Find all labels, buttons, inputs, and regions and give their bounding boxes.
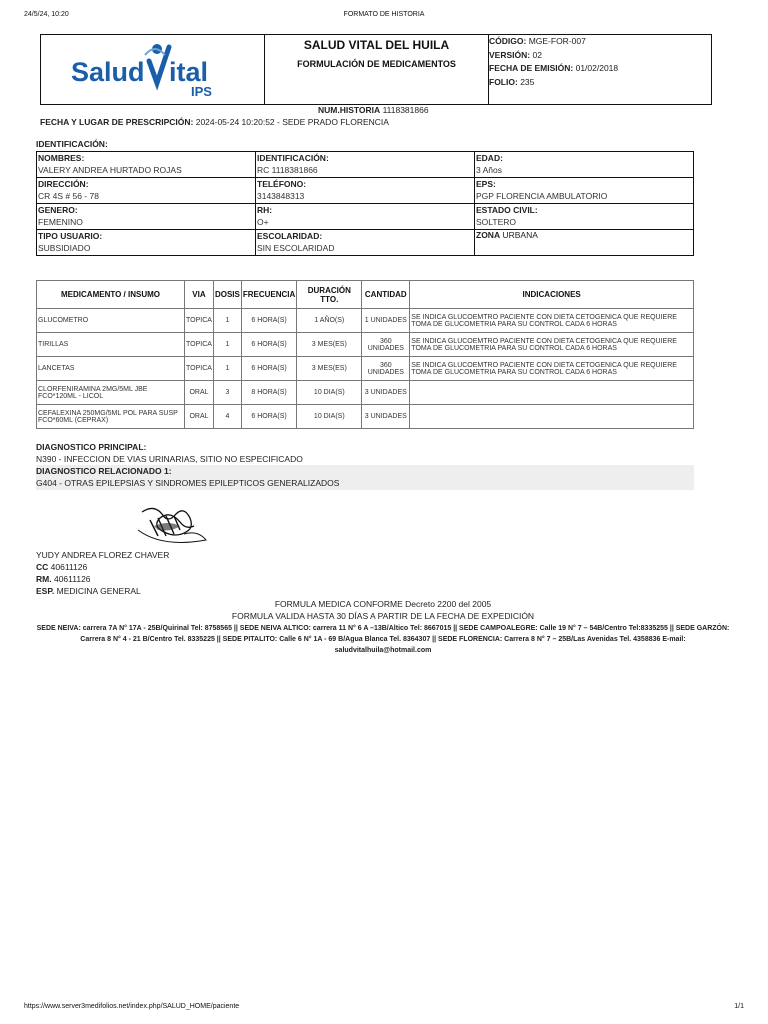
print-page: 1/1 — [734, 1003, 744, 1010]
diag-principal-label — [36, 441, 694, 453]
med-via: TOPICA — [185, 357, 214, 381]
cell-ident — [256, 152, 475, 178]
cell-nombres — [37, 152, 256, 178]
emision-label: FECHA DE EMISIÓN: — [489, 63, 574, 73]
med-dosis: 3 — [213, 381, 241, 405]
dir-label: DIRECCIÓN: — [38, 179, 89, 189]
civil-value: SOLTERO — [476, 217, 516, 227]
eps-label: EPS: — [476, 179, 496, 189]
med-ind: SE INDICA GLUCOEMTRO PACIENTE CON DIETA CETOGENICA QUE REQUIERE TOMA DE GLUCOMETRIA PARA SU CONTROL CADA 6 HORAS — [410, 309, 694, 333]
med-dosis: 4 — [213, 405, 241, 429]
ident-value: RC 1118381866 — [257, 165, 318, 175]
table-row — [37, 309, 694, 333]
col-indicaciones: INDICACIONES — [410, 281, 694, 309]
med-ind — [410, 381, 694, 405]
doctor-signature — [132, 500, 212, 552]
org-name: SALUD VITAL DEL HUILA — [303, 38, 450, 52]
col-via: VIA — [185, 281, 214, 309]
med-freq: 6 HORA(S) — [241, 357, 296, 381]
sedes-info: SEDE NEIVA: carrera 7A N° 17A - 25B/Quirinal Tel: 8758565 || SEDE NEIVA ALTICO: carrera 11 N° 6 A –13B/Altico Tel: 8667015 || SEDE CAMPOALEGRE: Calle 19 N° 7 – 54B/Centro Tel:8335255 || SEDE GARZÓN: Carrera 8 N° 4 - 21 B/Centro Tel. 8335225 || SEDE PITALITO: Calle 6 N° 1A - 69 B/Agua Blanca Tel. 8364307 || SEDE FLORENCIA: Carrera 8 N° 7 – 25B/Las Avenidas Tel. 4358836 E-mail: saludvitalhuila@hotmail.com — [36, 625, 730, 654]
doctor-info — [36, 549, 169, 597]
ident-label: IDENTIFICACIÓN: — [257, 153, 329, 163]
fecha-value: 2024-05-24 10:20:52 - SEDE PRADO FLORENCIA — [195, 117, 389, 127]
med-cant: 360 UNIDADES — [362, 333, 410, 357]
tel-value: 3143848313 — [257, 191, 305, 201]
med-ind: SE INDICA GLUCOEMTRO PACIENTE CON DIETA CETOGENICA QUE REQUIERE TOMA DE GLUCOMETRIA PARA SU CONTROL CADA 6 HORAS — [410, 357, 694, 381]
cell-dir — [37, 178, 256, 204]
col-medicamento: MEDICAMENTO / INSUMO — [37, 281, 185, 309]
cell-rh — [256, 204, 475, 230]
zona-label: ZONA — [476, 230, 501, 240]
med-dur: 1 AÑO(S) — [297, 309, 362, 333]
civil-label: ESTADO CIVIL: — [476, 205, 538, 215]
patient-table — [36, 151, 694, 256]
nombres-label: NOMBRES: — [38, 153, 85, 163]
cell-edad — [475, 152, 694, 178]
cell-escol — [256, 230, 475, 256]
svg-text:IPS: IPS — [191, 84, 212, 99]
edad-label: EDAD: — [476, 153, 503, 163]
eps-value: PGP FLORENCIA AMBULATORIO — [476, 191, 608, 201]
medications-table — [36, 280, 694, 429]
dir-value: CR 4S # 56 - 78 — [38, 191, 99, 201]
legal-footer — [36, 598, 730, 656]
med-cant: 3 UNIDADES — [362, 405, 410, 429]
med-dosis: 1 — [213, 309, 241, 333]
med-cant: 360 UNIDADES — [362, 357, 410, 381]
med-dur: 10 DIA(S) — [297, 381, 362, 405]
esp-value: MEDICINA GENERAL — [56, 586, 141, 596]
col-cantidad: CANTIDAD — [362, 281, 410, 309]
table-row — [37, 357, 694, 381]
print-url: https://www.server3medifolios.net/index.php/SALUD_HOME/paciente — [24, 1003, 240, 1010]
med-dosis: 1 — [213, 357, 241, 381]
salud-vital-logo — [69, 41, 219, 99]
logo-cell — [41, 35, 265, 104]
cell-eps — [475, 178, 694, 204]
doc-name: FORMULACIÓN DE MEDICAMENTOS — [297, 59, 456, 69]
med-name: LANCETAS — [37, 357, 185, 381]
cell-genero — [37, 204, 256, 230]
med-via: ORAL — [185, 381, 214, 405]
print-title: FORMATO DE HISTORIA — [343, 11, 425, 18]
cell-civil — [475, 204, 694, 230]
diag-rel-value: G404 - OTRAS EPILEPSIAS Y SINDROMES EPILEPTICOS GENERALIZADOS — [36, 477, 694, 490]
edad-value: 3 Años — [476, 165, 502, 175]
fecha-label: FECHA Y LUGAR DE PRESCRIPCIÓN: — [40, 117, 194, 127]
rh-value: O+ — [257, 217, 269, 227]
table-row — [37, 333, 694, 357]
med-dosis: 1 — [213, 333, 241, 357]
num-historia-label: NUM.HISTORIA — [318, 105, 381, 115]
folio-label: FOLIO: — [489, 76, 518, 87]
med-name: TIRILLAS — [37, 333, 185, 357]
nombres-value: VALERY ANDREA HURTADO ROJAS — [38, 165, 182, 175]
table-row — [37, 381, 694, 405]
cell-tipo — [37, 230, 256, 256]
num-historia — [318, 105, 429, 115]
cc-label: CC — [36, 562, 49, 572]
svg-text:ital: ital — [169, 57, 209, 87]
col-dosis: DOSIS — [213, 281, 241, 309]
esp-label: ESP. — [36, 586, 55, 596]
rm-value: 40611126 — [53, 574, 91, 584]
diag-rel-label — [36, 465, 694, 477]
fecha-prescripcion — [40, 117, 389, 127]
escol-label: ESCOLARIDAD: — [257, 231, 323, 241]
rm-label: RM. — [36, 574, 52, 584]
med-dur: 3 MES(ES) — [297, 333, 362, 357]
diag-principal-value: N390 - INFECCION DE VIAS URINARIAS, SITIO NO ESPECIFICADO — [36, 454, 303, 464]
tel-label: TELÉFONO: — [257, 179, 307, 189]
version-value: 02 — [532, 49, 542, 60]
cc-value: 40611126 — [50, 562, 88, 572]
diag-rel-title: DIAGNOSTICO RELACIONADO 1: — [36, 466, 172, 476]
tipo-label: TIPO USUARIO: — [38, 231, 103, 241]
med-cant: 3 UNIDADES — [362, 381, 410, 405]
med-ind: SE INDICA GLUCOEMTRO PACIENTE CON DIETA CETOGENICA QUE REQUIERE TOMA DE GLUCOMETRIA PARA SU CONTROL CADA 6 HORAS — [410, 333, 694, 357]
print-date: 24/5/24, 10:20 — [24, 11, 69, 18]
med-name: CLORFENIRAMINA 2MG/5ML JBE FCO*120ML - LICOL — [37, 381, 185, 405]
doctor-name: YUDY ANDREA FLOREZ CHAVER — [36, 550, 170, 560]
med-freq: 8 HORA(S) — [241, 381, 296, 405]
rh-label: RH: — [257, 205, 273, 215]
med-via: TOPICA — [185, 309, 214, 333]
med-freq: 6 HORA(S) — [241, 405, 296, 429]
title-cell — [265, 35, 489, 104]
genero-label: GENERO: — [38, 205, 78, 215]
num-historia-value: 1118381866 — [382, 105, 429, 115]
legal-line2: FORMULA VALIDA HASTA 30 DÍAS A PARTIR DE LA FECHA DE EXPEDICIÓN — [231, 611, 535, 621]
med-dur: 3 MES(ES) — [297, 357, 362, 381]
folio-value: 235 — [520, 76, 535, 87]
document-header — [40, 34, 712, 105]
version-label: VERSIÓN: — [489, 49, 531, 60]
emision-value: 01/02/2018 — [575, 63, 619, 73]
col-duracion: DURACIÓN TTO. — [297, 281, 362, 309]
doc-meta — [489, 35, 711, 104]
zona-value: URBANA — [502, 230, 538, 240]
escol-value: SIN ESCOLARIDAD — [257, 243, 335, 253]
med-via: ORAL — [185, 405, 214, 429]
svg-text:Salud: Salud — [71, 57, 145, 87]
genero-value: FEMENINO — [38, 217, 83, 227]
med-freq: 6 HORA(S) — [241, 309, 296, 333]
col-frecuencia: FRECUENCIA — [241, 281, 296, 309]
med-via: TOPICA — [185, 333, 214, 357]
meds-header-row — [37, 281, 694, 309]
med-dur: 10 DIA(S) — [297, 405, 362, 429]
table-row — [37, 405, 694, 429]
diag-principal-title: DIAGNOSTICO PRINCIPAL: — [36, 442, 147, 452]
codigo-value: MGE-FOR-007 — [528, 36, 586, 46]
med-ind — [410, 405, 694, 429]
med-cant: 1 UNIDADES — [362, 309, 410, 333]
identificacion-title: IDENTIFICACIÓN: — [36, 139, 108, 149]
cell-tel — [256, 178, 475, 204]
med-name: GLUCOMETRO — [37, 309, 185, 333]
cell-zona — [475, 230, 694, 256]
med-name: CEFALEXINA 250MG/5ML POL PARA SUSP FCO*60ML (CEPRAX) — [37, 405, 185, 429]
med-freq: 6 HORA(S) — [241, 333, 296, 357]
codigo-label: CÓDIGO: — [489, 36, 527, 46]
legal-line1: FORMULA MEDICA CONFORME Decreto 2200 del 2005 — [274, 599, 492, 609]
tipo-value: SUBSIDIADO — [38, 243, 91, 253]
